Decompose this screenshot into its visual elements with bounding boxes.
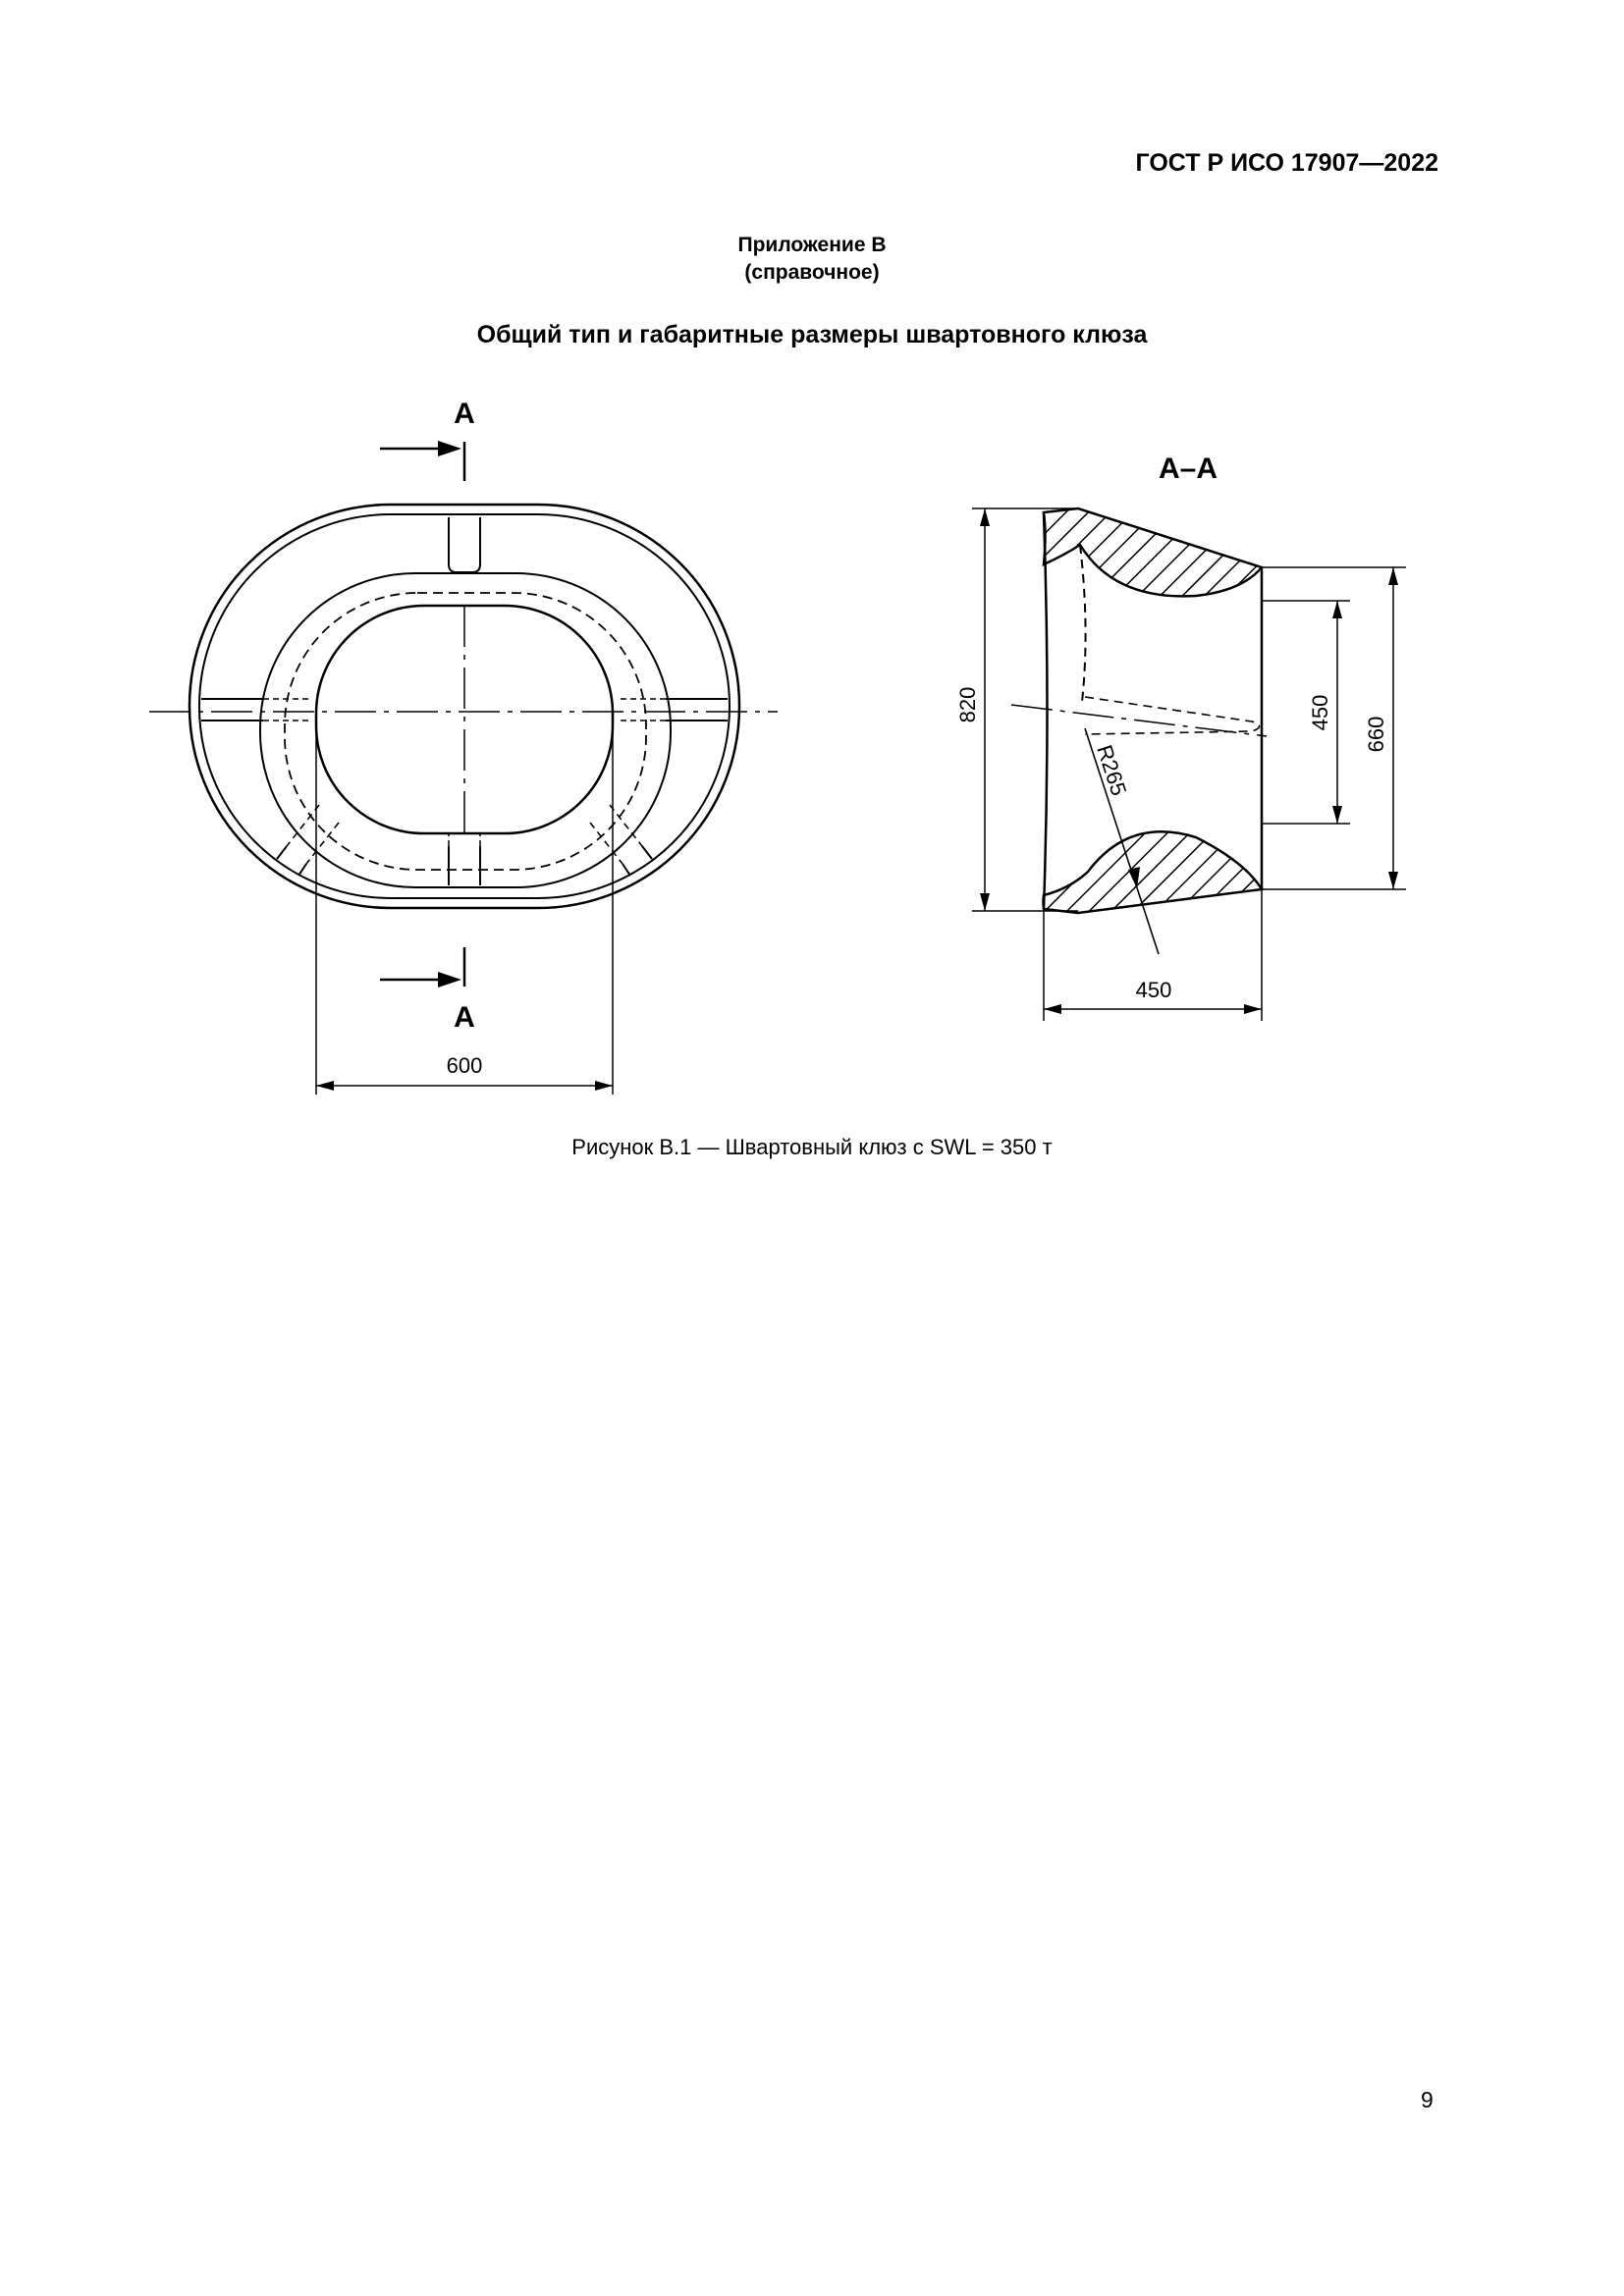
dimension-660: 660 [1364, 716, 1388, 753]
dimension-r265: R265 [1092, 741, 1132, 799]
bottom-rib [449, 846, 480, 885]
left-rib-dashed [263, 699, 312, 721]
appendix-title: Приложение В [737, 234, 887, 256]
appendix-type: (справочное) [744, 261, 880, 284]
dimension-820: 820 [955, 686, 980, 723]
hatched-wall-bottom [1044, 831, 1263, 913]
section-mark-bottom: А [454, 1001, 475, 1034]
hatched-wall-top [1044, 508, 1262, 596]
front-view [149, 441, 778, 1095]
profile-left-edge [1044, 512, 1048, 909]
dimension-450-inner: 450 [1308, 694, 1332, 731]
top-rib [449, 517, 480, 572]
section-view [972, 508, 1406, 1021]
hidden-ring [285, 593, 646, 870]
diagonal-ribs-visible [277, 846, 652, 876]
section-mark-top: А [454, 398, 475, 430]
left-rib [201, 699, 263, 721]
right-rib-dashed [617, 699, 666, 721]
section-centerline [1011, 705, 1267, 736]
profile-inner-top [1080, 545, 1086, 702]
middle-ring [260, 573, 671, 887]
bottom-rib-dashed [449, 834, 480, 846]
profile-hidden-slot [1085, 697, 1260, 734]
dimension-600: 600 [446, 1053, 483, 1078]
section-label: А–А [1158, 453, 1218, 485]
right-rib [666, 699, 728, 721]
figure-caption: Рисунок В.1 — Швартовный клюз с SWL = 350 т [571, 1135, 1053, 1159]
dimension-450-bottom: 450 [1135, 978, 1172, 1002]
page-number: 9 [1421, 2087, 1434, 2112]
standard-header: ГОСТ Р ИСО 17907—2022 [1135, 149, 1438, 177]
section-title: Общий тип и габаритные размеры швартовного клюза [476, 321, 1148, 348]
